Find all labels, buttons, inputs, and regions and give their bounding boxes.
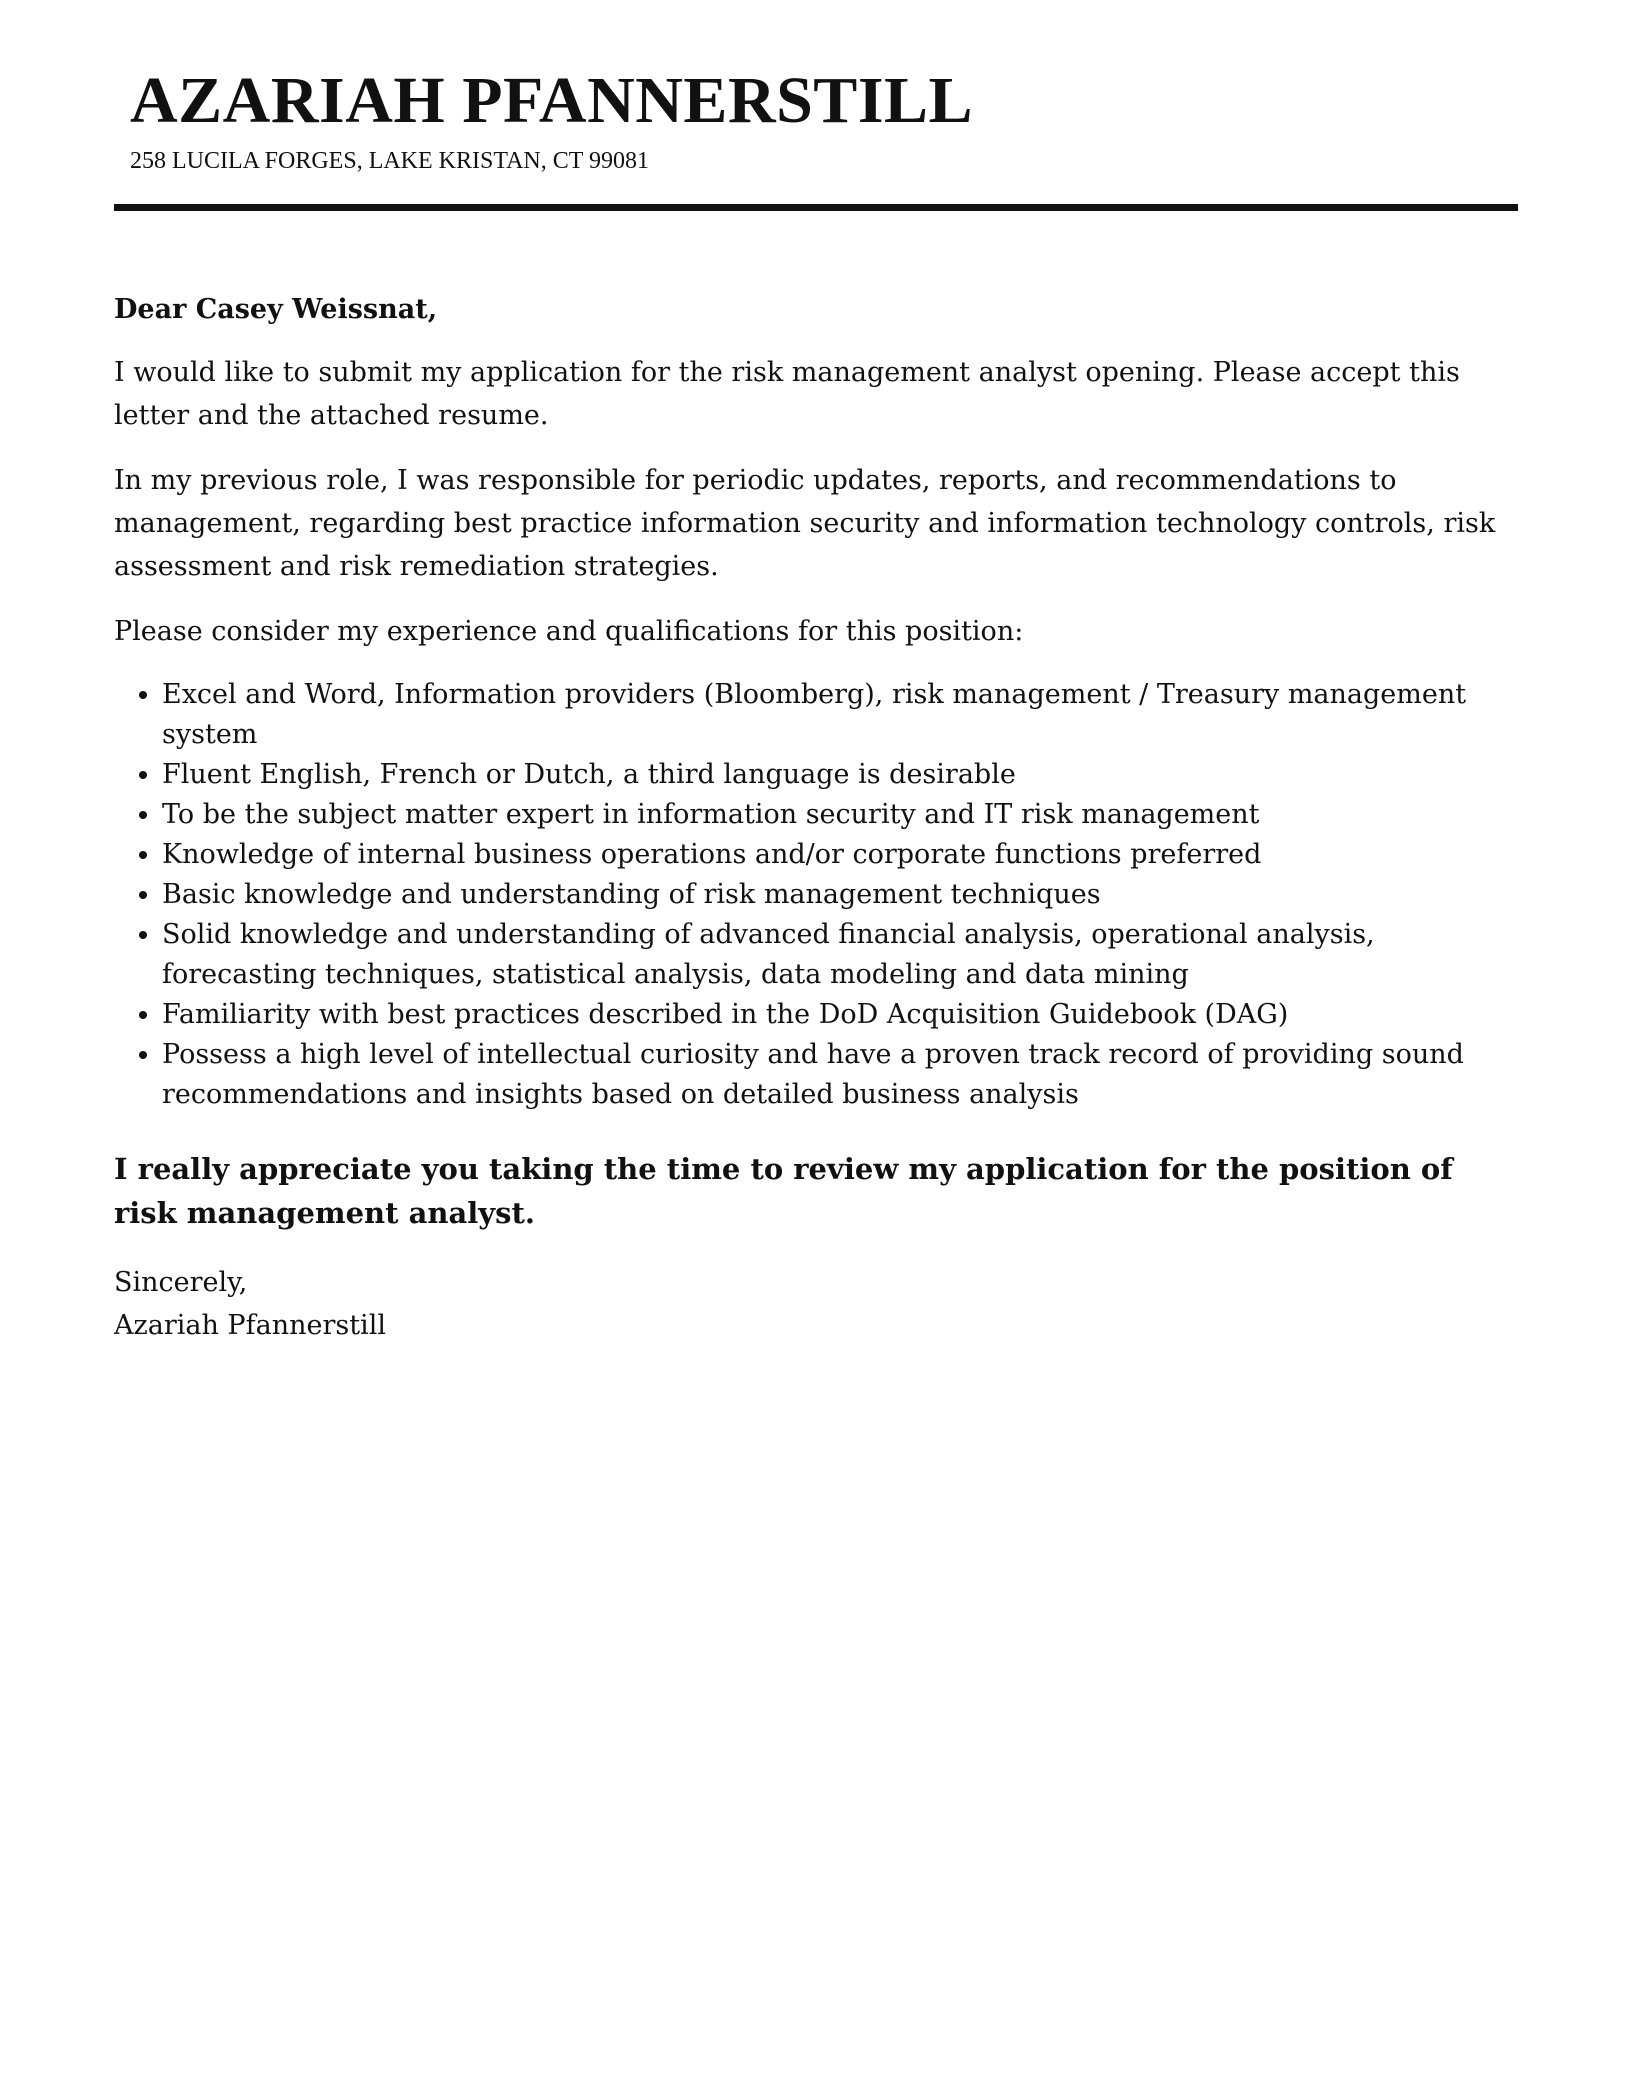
- list-item: • Knowledge of internal business operations and/or corporate functions preferred: [162, 835, 1518, 875]
- list-item: • Familiarity with best practices described in the DoD Acquisition Guidebook (DAG): [162, 995, 1518, 1035]
- applicant-address: 258 LUCILA FORGES, LAKE KRISTAN, CT 99081: [130, 148, 649, 174]
- closing-statement: I really appreciate you taking the time to review my application for the position of risk management analyst.: [114, 1152, 1453, 1230]
- list-item: • To be the subject matter expert in information security and IT risk management: [162, 795, 1518, 835]
- list-item: • Basic knowledge and understanding of risk management techniques: [162, 875, 1518, 915]
- letter-header: [130, 62, 1510, 176]
- experience-paragraph: In my previous role, I was responsible for periodic updates, reports, and recommendations to management, regarding best practice information security and information technology controls, risk assessment and risk remediation strategies.: [114, 465, 1496, 582]
- list-item: • Solid knowledge and understanding of advanced financial analysis, operational analysis, forecasting techniques, statistical analysis, data modeling and data mining: [162, 915, 1518, 995]
- signature-name: Azariah Pfannerstill: [114, 1310, 386, 1341]
- salutation: Dear Casey Weissnat,: [114, 294, 438, 325]
- list-item: • Excel and Word, Information providers (Bloomberg), risk management / Treasury management system: [162, 675, 1518, 755]
- qualifications-intro: Please consider my experience and qualifications for this position:: [114, 616, 1024, 647]
- letter-body: [114, 288, 1518, 1347]
- qualifications-list: [114, 675, 1518, 1115]
- intro-paragraph: I would like to submit my application for the risk management analyst opening. Please accept this letter and the attached resume.: [114, 357, 1460, 431]
- applicant-name: AZARIAH PFANNERSTILL: [130, 64, 974, 137]
- list-item: • Fluent English, French or Dutch, a third language is desirable: [162, 755, 1518, 795]
- signoff: Sincerely,: [114, 1267, 248, 1298]
- list-item: • Possess a high level of intellectual curiosity and have a proven track record of providing sound recommendations and insights based on detailed business analysis: [162, 1035, 1518, 1115]
- header-divider: [114, 204, 1518, 211]
